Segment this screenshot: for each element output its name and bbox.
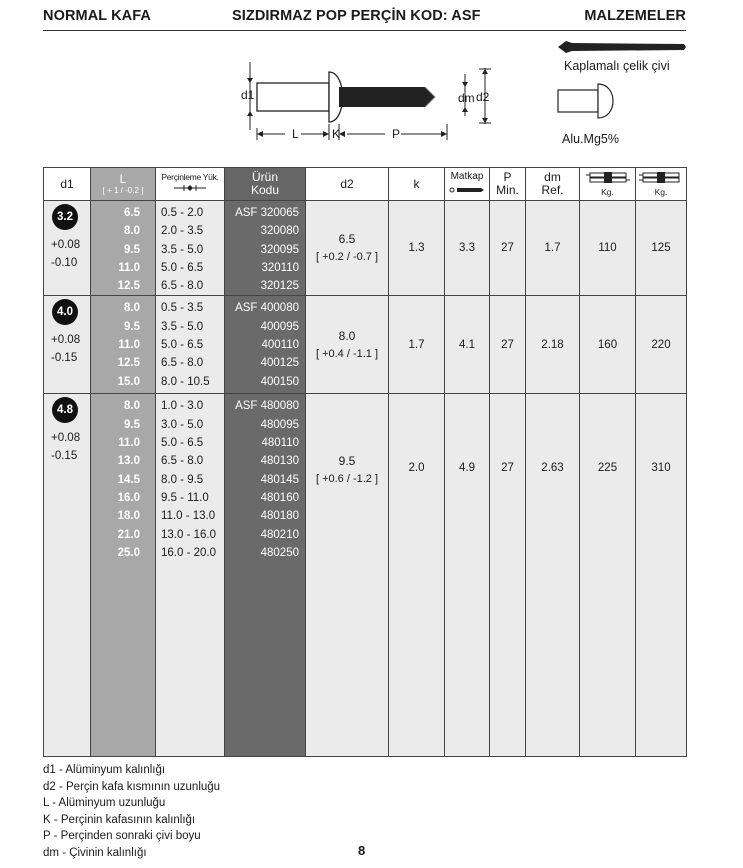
d1-tolerance: +0.08 -0.15 — [51, 334, 81, 365]
kg2-cell: 310 — [636, 394, 687, 757]
diagram-P-label: P — [392, 127, 401, 141]
code-cell: ASF 480080 480095 480110 480130 480145 480160 480180 480210 480250 — [225, 394, 306, 757]
k-cell: 1.7 — [389, 296, 445, 394]
d2-cell: 9.5 [ +0.6 / -1.2 ] — [306, 394, 389, 757]
legend — [43, 762, 220, 861]
riveting-load-icon — [170, 183, 210, 193]
d1-badge: 3.2 — [52, 204, 78, 230]
steel-label: Kaplamalı çelik çivi — [564, 59, 670, 73]
k-cell: 1.3 — [389, 201, 445, 296]
yuk-cell: 1.0 - 3.0 3.0 - 5.0 5.0 - 6.5 6.5 - 8.0 8.0 - 9.5 9.5 - 11.0 11.0 - 13.0 13.0 - 16.0 16.0 - 20.0 — [156, 394, 225, 757]
d1-cell — [44, 394, 91, 757]
diagram-K-label: K — [332, 127, 341, 141]
kg1-cell: 225 — [580, 394, 636, 757]
yuk-cell: 0.5 - 3.5 3.5 - 5.0 5.0 - 6.5 6.5 - 8.0 8.0 - 10.5 — [156, 296, 225, 394]
legend-item: P - Perçinden sonraki çivi boyu — [43, 830, 201, 842]
table-row-group-3-2 — [44, 201, 687, 296]
page-number: 8 — [358, 843, 366, 858]
header-code: Ürün Kodu — [225, 168, 306, 201]
table-row-group-4-0 — [44, 296, 687, 394]
header-matkap: Matkap — [445, 168, 490, 201]
drill-icon — [449, 186, 485, 194]
header-d1: d1 — [44, 168, 91, 201]
header-L: L [ + 1 / -0.2 ] — [91, 168, 156, 201]
header-shear: Kg. — [580, 168, 636, 201]
P-cell: 27 — [490, 296, 526, 394]
matkap-cell: 4.1 — [445, 296, 490, 394]
d1-tolerance: +0.08 -0.10 — [51, 239, 81, 269]
L-cell: 8.0 9.5 11.0 12.5 15.0 — [91, 296, 156, 394]
legend-item: d1 - Alüminyum kalınlığı — [43, 764, 166, 776]
d2-cell: 8.0 [ +0.4 / -1.1 ] — [306, 296, 389, 394]
P-cell: 27 — [490, 201, 526, 296]
diagram-L-label: L — [292, 127, 299, 141]
header-d2: d2 — [306, 168, 389, 201]
header-yuk: Perçinleme Yük. — [156, 168, 225, 201]
header-rule — [43, 30, 686, 31]
diagram-d2-label: d2 — [476, 90, 490, 104]
d1-badge: 4.8 — [52, 397, 78, 423]
d2-cell: 6.5 [ +0.2 / -0.7 ] — [306, 201, 389, 296]
L-cell: 8.0 9.5 11.0 13.0 14.5 16.0 18.0 21.0 25.0 — [91, 394, 156, 757]
kg2-cell: 125 — [636, 201, 687, 296]
spec-table — [43, 167, 687, 757]
aluminum-body-icon — [556, 82, 622, 122]
d1-cell — [44, 296, 91, 394]
header-right: MALZEMELER — [584, 8, 686, 24]
legend-item: L - Alüminyum uzunluğu — [43, 797, 166, 809]
dm-cell: 2.63 — [526, 394, 580, 757]
diagram-dm-label: dm — [458, 91, 475, 105]
kg1-cell: 110 — [580, 201, 636, 296]
header-center: SIZDIRMAZ POP PERÇİN KOD: ASF — [232, 8, 481, 24]
header-left: NORMAL KAFA — [43, 8, 151, 24]
table-header-row — [44, 168, 687, 201]
alu-label: Alu.Mg5% — [562, 132, 619, 146]
header-dm: dm Ref. — [526, 168, 580, 201]
k-cell: 2.0 — [389, 394, 445, 757]
rivet-diagram — [235, 60, 500, 150]
code-cell: ASF 320065 320080 320095 320110 320125 — [225, 201, 306, 296]
matkap-cell: 4.9 — [445, 394, 490, 757]
d1-cell — [44, 201, 91, 296]
table-row-group-4-8 — [44, 394, 687, 757]
shear-force-icon — [586, 171, 630, 185]
d1-badge: 4.0 — [52, 299, 78, 325]
header-k: k — [389, 168, 445, 201]
legend-item: dm - Çivinin kalınlığı — [43, 846, 147, 859]
kg2-cell: 220 — [636, 296, 687, 394]
diagram-d1-label: d1 — [241, 88, 255, 102]
legend-item: d2 - Perçin kafa kısmının uzunluğu — [43, 780, 221, 793]
legend-item: K - Perçinin kafasının kalınlığı — [43, 813, 196, 826]
header-P: P Min. — [490, 168, 526, 201]
steel-mandrel-icon — [556, 38, 688, 56]
yuk-cell: 0.5 - 2.0 2.0 - 3.5 3.5 - 5.0 5.0 - 6.5 6.5 - 8.0 — [156, 201, 225, 296]
header-tensile: Kg. — [636, 168, 687, 201]
dm-cell: 1.7 — [526, 201, 580, 296]
tensile-force-icon — [639, 171, 683, 185]
code-cell: ASF 400080 400095 400110 400125 400150 — [225, 296, 306, 394]
P-cell: 27 — [490, 394, 526, 757]
matkap-cell: 3.3 — [445, 201, 490, 296]
kg1-cell: 160 — [580, 296, 636, 394]
dm-cell: 2.18 — [526, 296, 580, 394]
L-cell: 6.5 8.0 9.5 11.0 12.5 — [91, 201, 156, 296]
d1-tolerance: +0.08 -0.15 — [51, 432, 81, 463]
